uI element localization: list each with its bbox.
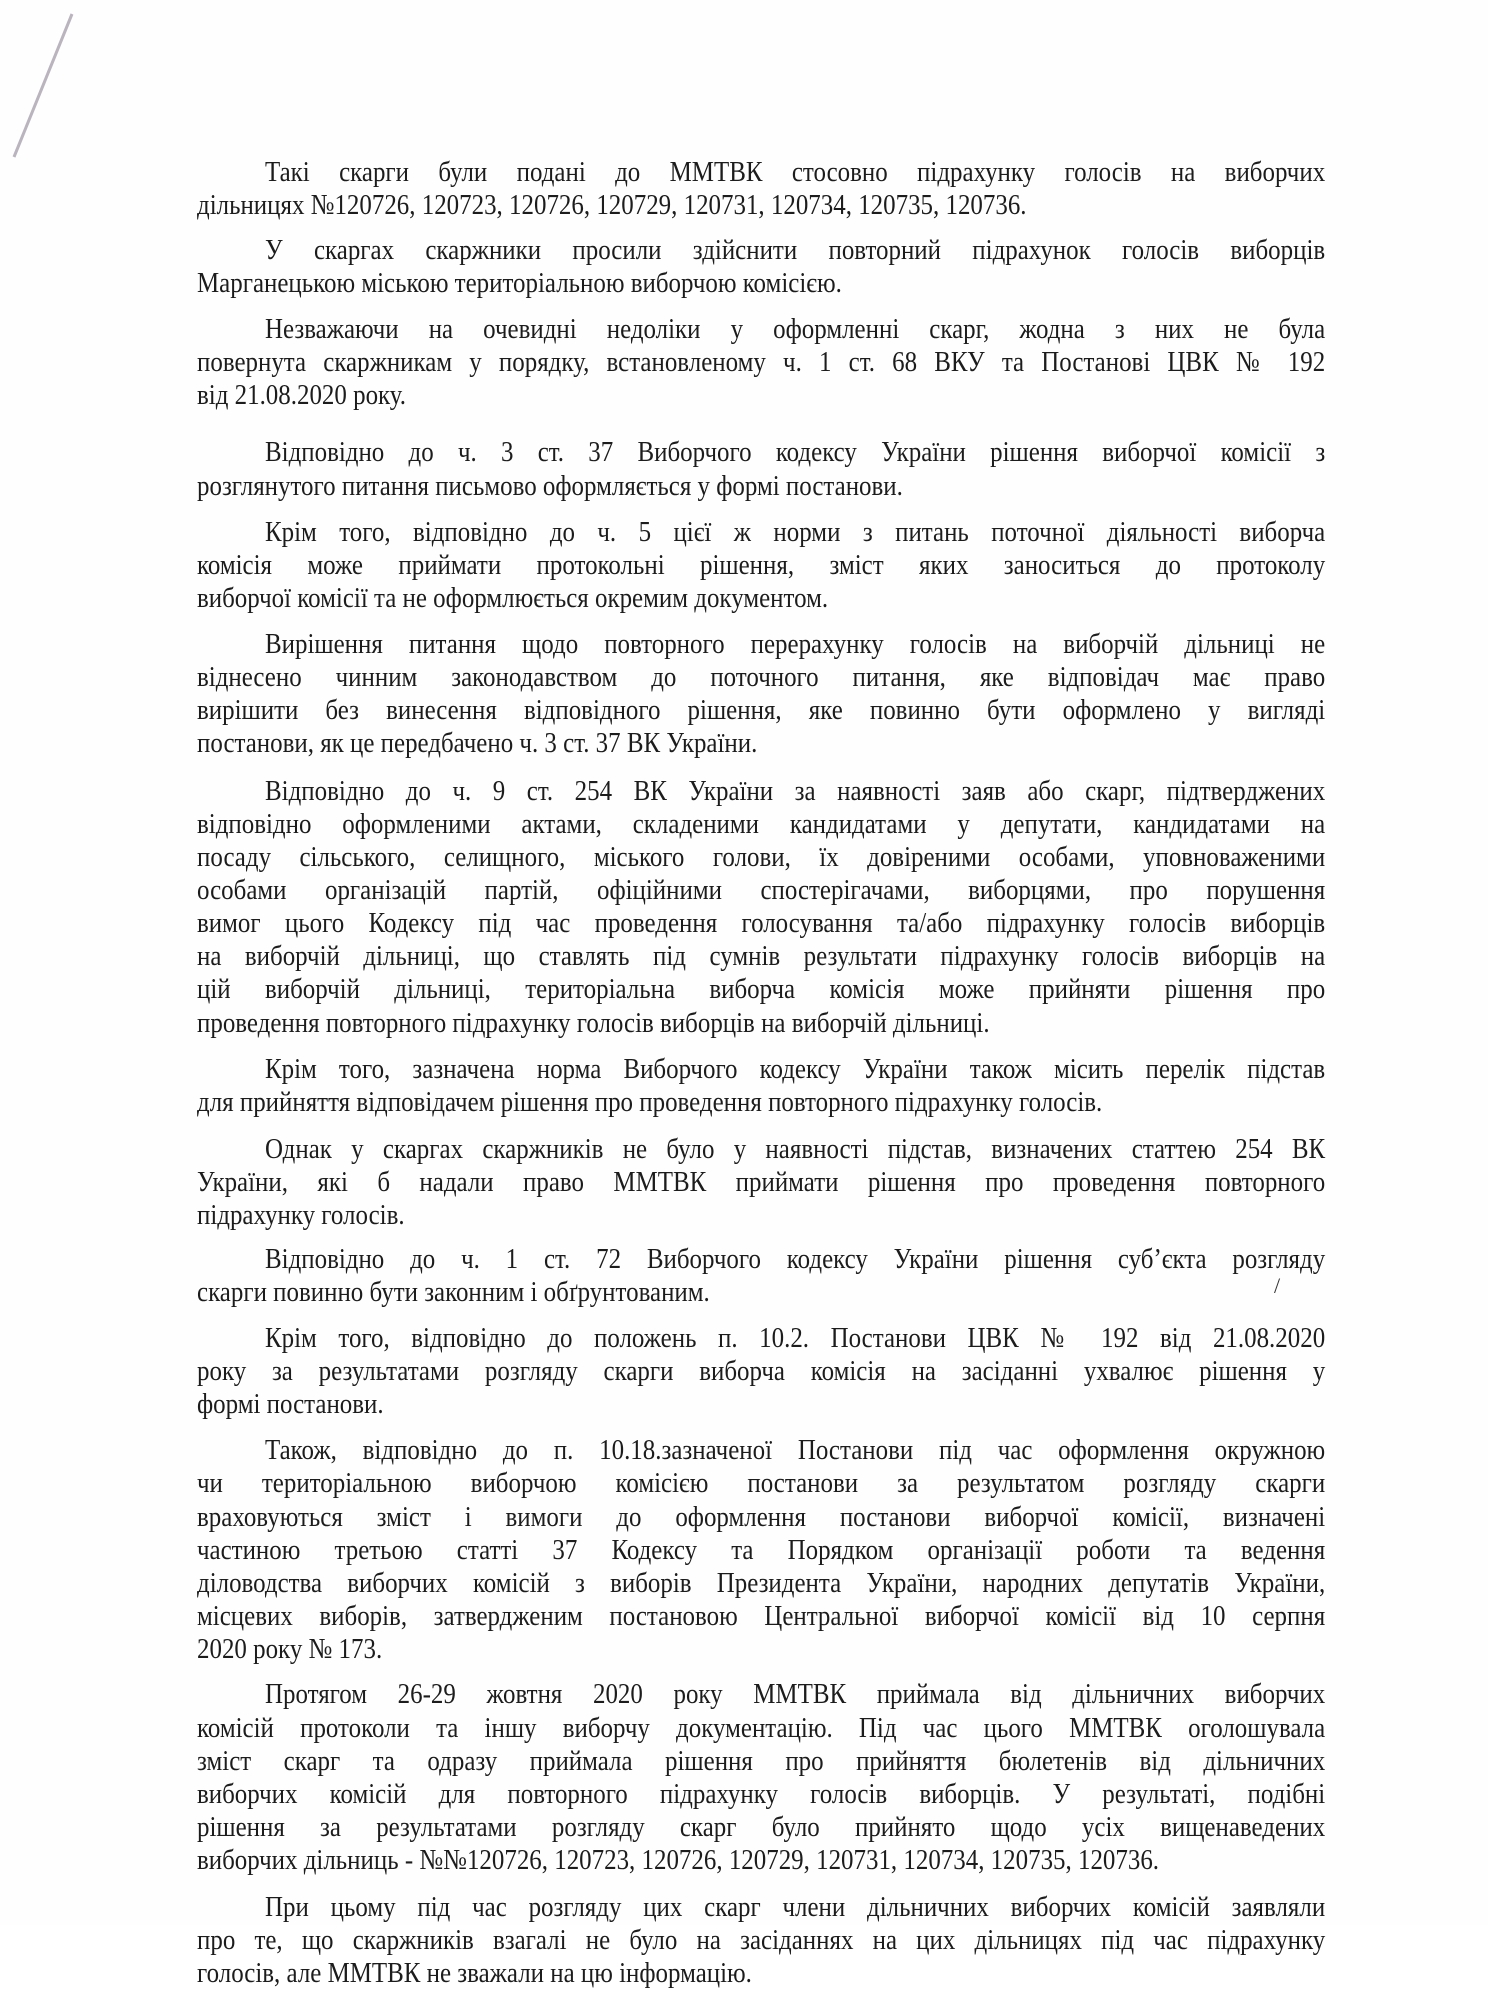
paragraph-first-line: Відповідно до ч. 1 ст. 72 Виборчого кодексу України рішення суб’єкта розгляду [265,1243,1326,1275]
paragraph-line: України, які б надали право ММТВК приймати рішення про проведення повторного [197,1166,1326,1198]
paragraph-line: формі постанови. [197,1388,384,1420]
paragraph-first-line: Вирішення питання щодо повторного перерахунку голосів на виборчій дільниці не [265,628,1326,660]
paragraph-line: віднесено чинним законодавством до поточного питання, яке відповідач має право [197,661,1326,693]
paragraph-line: посаду сільського, селищного, міського голови, їх довіреними особами, уповноваженими [197,841,1326,873]
paragraph-line: діловодства виборчих комісій з виборів Президента України, народних депутатів України, [197,1567,1326,1599]
paragraph-line: виборчої комісії та не оформлюється окремим документом. [197,582,829,614]
paragraph-line: постанови, як це передбачено ч. 3 ст. 37 ВК України. [197,727,758,759]
paragraph-line: виборчих комісій для повторного підрахунку голосів виборців. У результаті, подібні [197,1778,1326,1810]
paragraph-line: 2020 року № 173. [197,1633,383,1665]
paragraph-line: скарги повинно бути законним і обґрунтованим. [197,1276,710,1308]
paragraph-line: про те, що скаржників взагалі не було на засіданнях на цих дільницях під час підрахунку [197,1924,1326,1956]
paragraph-first-line: Протягом 26-29 жовтня 2020 року ММТВК приймала від дільничних виборчих [265,1678,1326,1710]
paragraph-line: чи територіальною виборчою комісією постанови за результатом розгляду скарги [197,1467,1326,1499]
paragraph-line: виборчих дільниць - №№120726, 120723, 120726, 120729, 120731, 120734, 120735, 120736. [197,1844,1160,1876]
paragraph-first-line: Незважаючи на очевидні недоліки у оформленні скарг, жодна з них не була [265,313,1326,345]
paragraph-line: підрахунку голосів. [197,1199,405,1231]
paragraph-line: комісія може приймати протокольні рішення, зміст яких заноситься до протоколу [197,549,1326,581]
paragraph-line: дільницях №120726, 120723, 120726, 120729, 120731, 120734, 120735, 120736. [197,189,1027,221]
paragraph-line: місцевих виборів, затвердженим постановою Центральної виборчої комісії від 10 серпня [197,1600,1326,1632]
paragraph-line: для прийняття відповідачем рішення про проведення повторного підрахунку голосів. [197,1086,1103,1118]
paragraph-line: враховуються зміст і вимоги до оформлення постанови виборчої комісії, визначені [197,1501,1326,1533]
paragraph-line: рішення за результатами розгляду скарг було прийнято щодо усіх вищенаведених [197,1811,1326,1843]
paragraph-line: відповідно оформленими актами, складеними кандидатами у депутати, кандидатами на [197,808,1326,840]
paragraph-line: на виборчій дільниці, що ставлять під сумнів результати підрахунку голосів виборців на [197,940,1326,972]
paragraph-line: голосів, але ММТВК не зважали на цю інформацію. [197,1957,752,1989]
handwritten-correction-mark: / [1274,1273,1281,1298]
paragraph-first-line: Крім того, відповідно до положень п. 10.2. Постанови ЦВК № 192 від 21.08.2020 [265,1322,1326,1354]
paragraph-line: вимог цього Кодексу під час проведення голосування та/або підрахунку голосів виборців [197,907,1326,939]
paragraph-first-line: Крім того, зазначена норма Виборчого кодексу України також місить перелік підстав [265,1053,1326,1085]
page-fold-line [10,12,80,162]
paragraph-first-line: Такі скарги були подані до ММТВК стосовно підрахунку голосів на виборчих [265,156,1326,188]
paragraph-first-line: Відповідно до ч. 9 ст. 254 ВК України за наявності заяв або скарг, підтверджених [265,775,1326,807]
paragraph-first-line: Однак у скаргах скаржників не було у наявності підстав, визначених статтею 254 ВК [265,1133,1326,1165]
paragraph-first-line: При цьому під час розгляду цих скарг члени дільничних виборчих комісій заявляли [265,1891,1326,1923]
paragraph-first-line: У скаргах скаржники просили здійснити повторний підрахунок голосів виборців [265,234,1326,266]
paragraph-line: повернута скаржникам у порядку, встановленому ч. 1 ст. 68 ВКУ та Постанові ЦВК № 192 [197,346,1326,378]
paragraph-line: цій виборчій дільниці, територіальна виборча комісія може прийняти рішення про [197,973,1326,1005]
paragraph-line: комісій протоколи та іншу виборчу документацію. Під час цього ММТВК оголошувала [197,1712,1326,1744]
paragraph-line: року за результатами розгляду скарги виборча комісія на засіданні ухвалює рішення у [197,1355,1326,1387]
paragraph-line: від 21.08.2020 року. [197,379,407,411]
paragraph-line: особами організацій партій, офіційними спостерігачами, виборцями, про порушення [197,874,1326,906]
paragraph-line: Марганецькою міською територіальною виборчою комісією. [197,267,842,299]
paragraph-line: зміст скарг та одразу приймала рішення про прийняття бюлетенів від дільничних [197,1745,1326,1777]
paragraph-line: частиною третьою статті 37 Кодексу та Порядком організації роботи та ведення [197,1534,1326,1566]
paragraph-first-line: Також, відповідно до п. 10.18.зазначеної Постанови під час оформлення окружною [265,1434,1326,1466]
paragraph-first-line: Крім того, відповідно до ч. 5 цієї ж норми з питань поточної діяльності виборча [265,516,1326,548]
paragraph-line: розглянутого питання письмово оформляється у формі постанови. [197,470,903,502]
paragraph-first-line: Відповідно до ч. 3 ст. 37 Виборчого кодексу України рішення виборчої комісії з [265,436,1326,468]
paragraph-line: вирішити без винесення відповідного рішення, яке повинно бути оформлено у вигляді [197,694,1326,726]
paragraph-line: проведення повторного підрахунку голосів виборців на виборчій дільниці. [197,1007,990,1039]
